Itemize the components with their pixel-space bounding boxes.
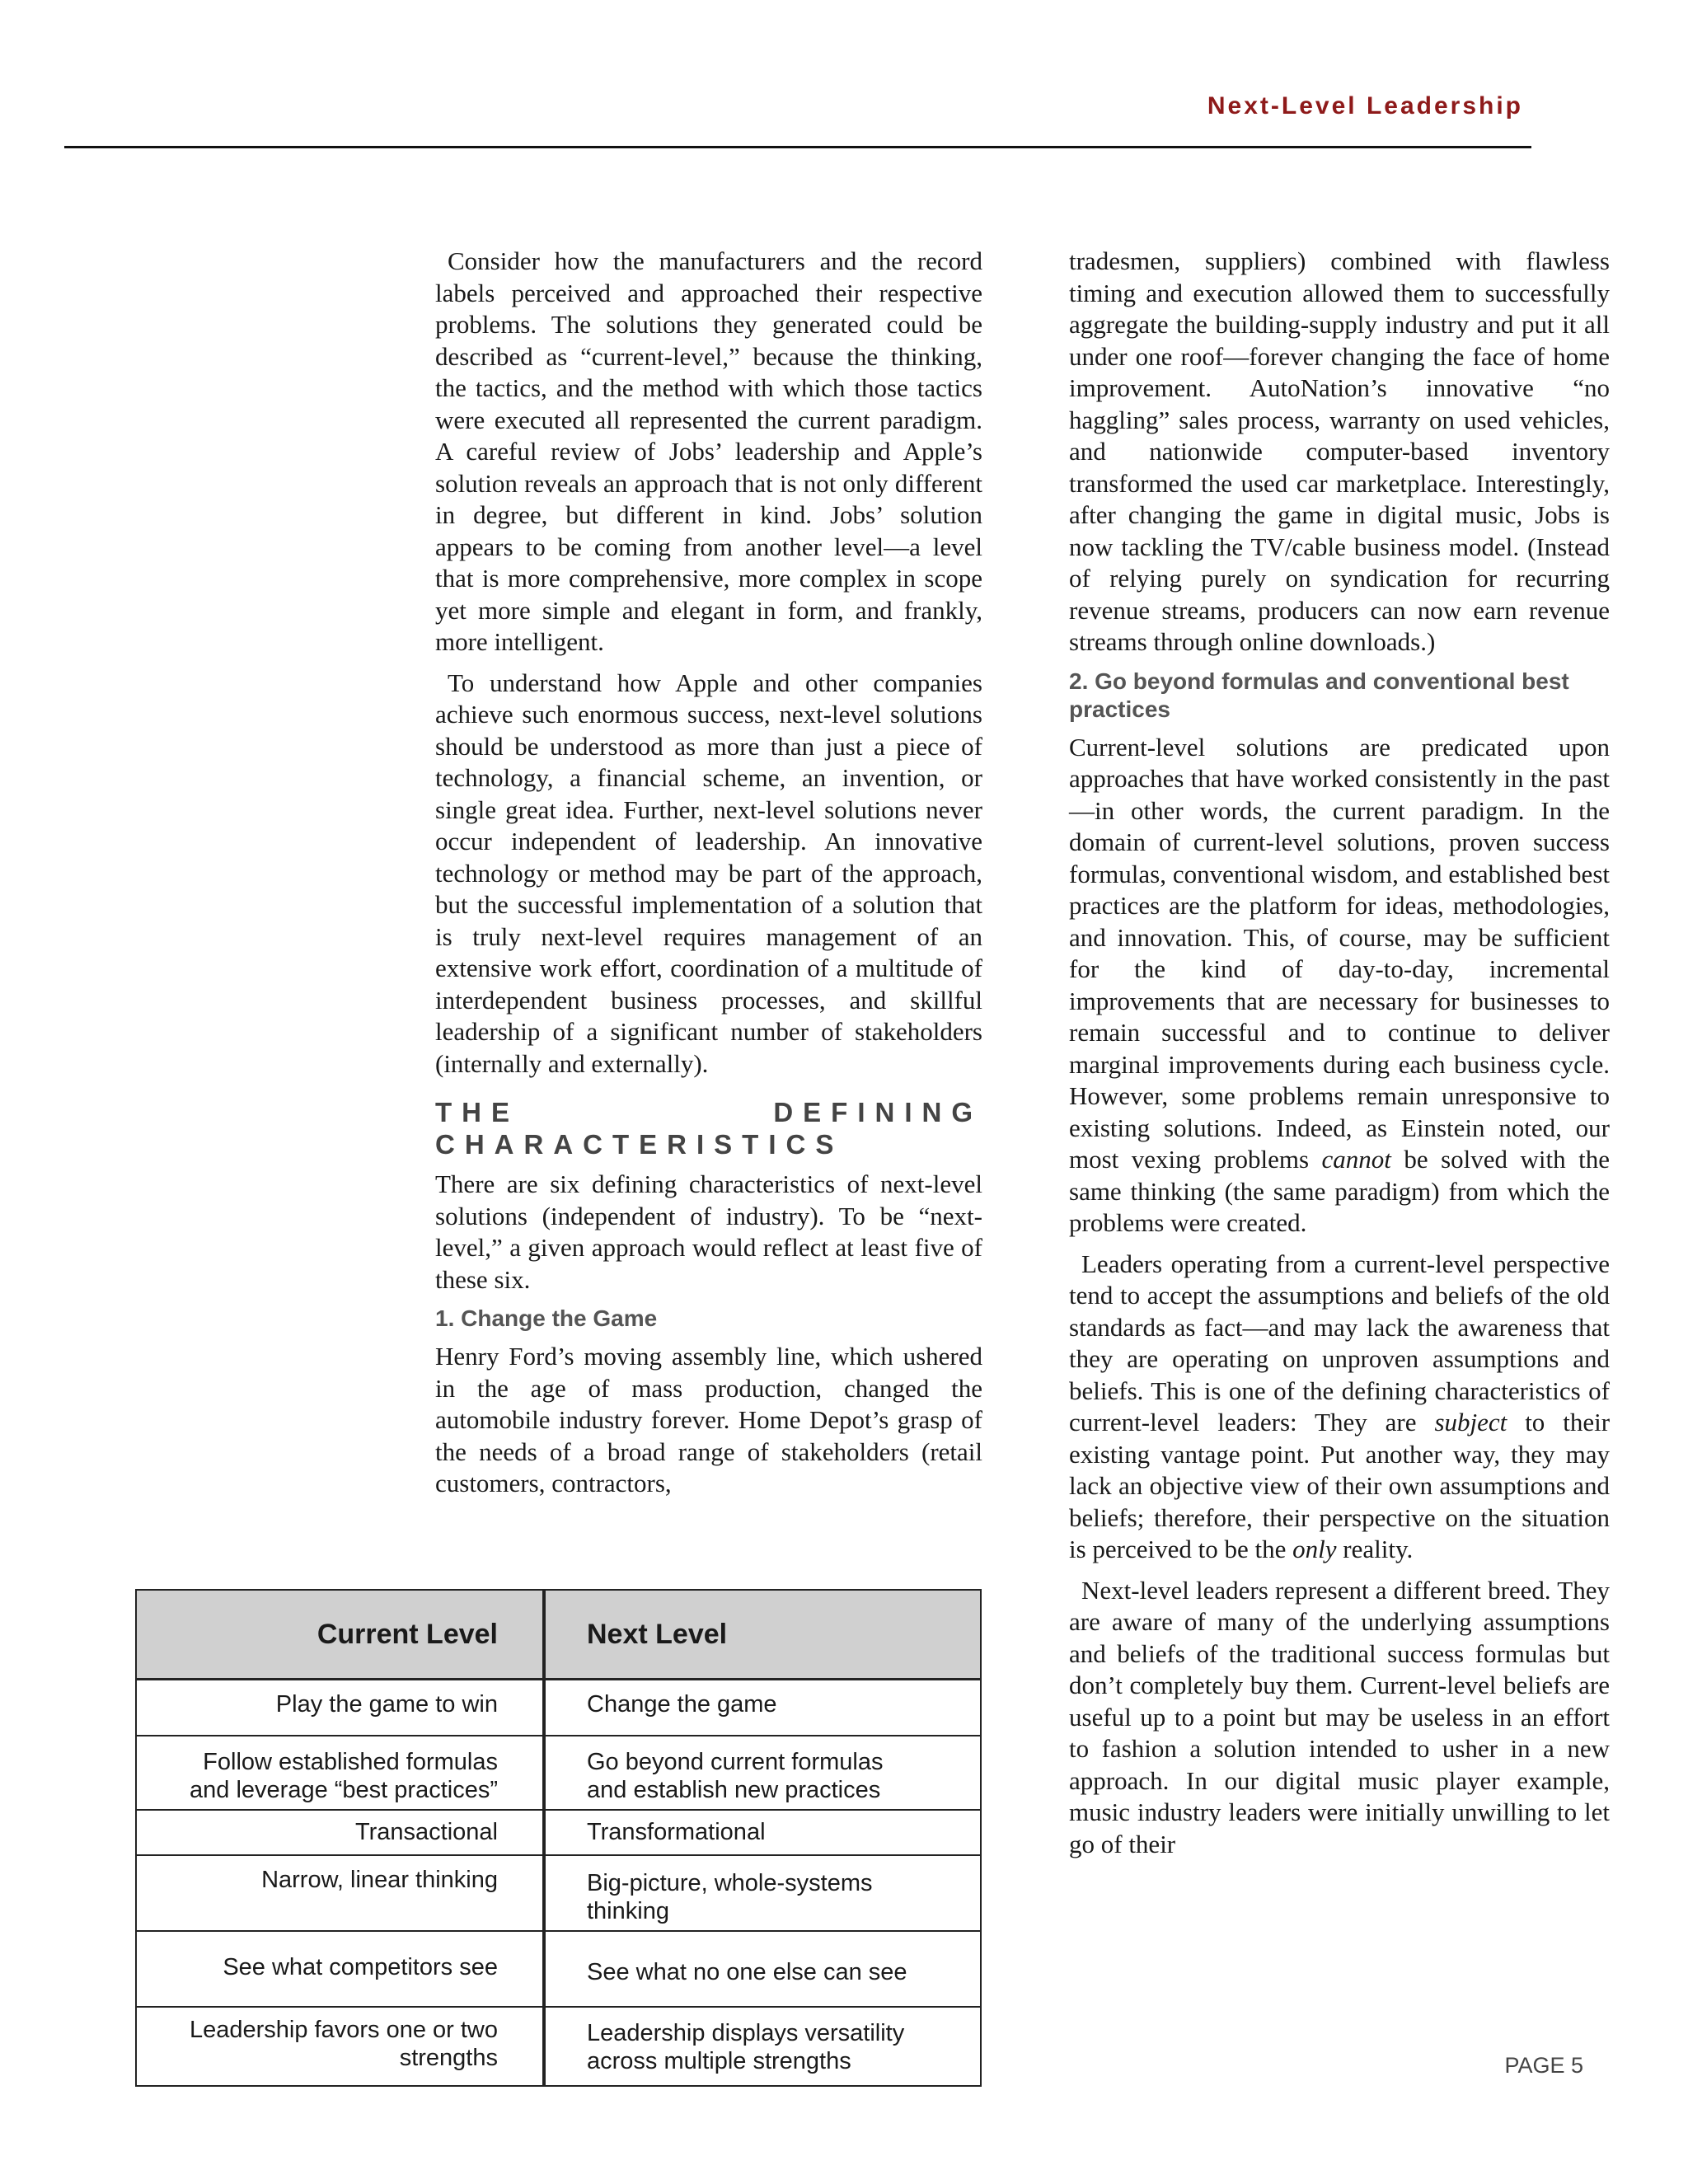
- paragraph: To understand how Apple and other companies achieve such enormous success, next-level solutions should be understood as more than just a piece of technology, a financial scheme, an invention, or single great idea. Further, next-level solutions never occur independent of leadership. An innovative technology or method may be part of the approach, but the successful implementation of a solution that is truly next-level requires management of an extensive work effort, coordination of a multitude of interdependent business processes, and skillful leadership of a significant number of stakeholders (internally and externally).: [435, 668, 982, 1078]
- emphasis: only: [1292, 1535, 1337, 1563]
- text-run: Leaders operating from a current-level perspective tend to accept the assumptions and beliefs of the old standards as fact—and may lack the awareness that they are operating on unproven assumptions and beliefs. This is one of the defining characteristics of current-level leaders: They are: [1069, 1249, 1610, 1436]
- section-title: THE DEFINING CHARACTERISTICS: [435, 1097, 982, 1160]
- page-number: PAGE 5: [1504, 2053, 1583, 2078]
- table-row: [137, 1856, 980, 1932]
- paragraph: Consider how the manufacturers and the record labels perceived and approached their respective problems. The solutions they generated could be described as “current-level,” because the thinking, the tactics, and the method with which those tactics were executed all represented the current paradigm. A careful review of Jobs’ leadership and Apple’s solution reveals an approach that is not only different in degree, but different in kind. Jobs’ solution appears to be coming from another level—a level that is more comprehensive, more complex in scope yet more simple and elegant in form, and frankly, more intelligent.: [435, 246, 982, 656]
- cell-next: Transformational: [587, 1819, 766, 1845]
- comparison-table: [135, 1589, 982, 2087]
- paragraph: There are six defining characteristics of next-level solutions (independent of industry). To be “next-level,” a given approach would reflect at least five of these six.: [435, 1169, 982, 1294]
- paragraph: [1069, 732, 1610, 1240]
- running-title: Next-Level Leadership: [1207, 92, 1523, 120]
- cell-next: Big-picture, whole-systems thinking: [587, 1870, 873, 1924]
- table-row: [137, 1932, 980, 2008]
- table-header: [137, 1591, 980, 1680]
- text-run: reality.: [1343, 1535, 1414, 1563]
- cell-current: Play the game to win: [137, 1680, 546, 1735]
- header-rule: [64, 146, 1531, 148]
- header-next-level: Next Level: [587, 1619, 728, 1650]
- header-current-level: Current Level: [137, 1591, 546, 1678]
- table-row: [137, 1736, 980, 1811]
- emphasis: subject: [1434, 1408, 1507, 1436]
- cell-next: Change the game: [587, 1691, 777, 1718]
- text-run: to their existing vantage point. Put another way, they may lack an objective view of their own assumptions and beliefs; therefore, their perspective on the situation is perceived to be the: [1069, 1408, 1611, 1563]
- table-row: [137, 2008, 980, 2085]
- table-row: [137, 1680, 980, 1736]
- middle-column: [435, 246, 982, 1509]
- cell-next: Leadership displays versatility across multiple strengths: [587, 2020, 905, 2074]
- subheading: 2. Go beyond formulas and conventional best practices: [1069, 668, 1569, 722]
- subheading: 1. Change the Game: [435, 1305, 658, 1331]
- cell-current: See what competitors see: [137, 1932, 546, 2006]
- table-row: [137, 1811, 980, 1856]
- paragraph: [1069, 1249, 1610, 1566]
- cell-current: Narrow, linear thinking: [137, 1856, 546, 1930]
- paragraph: Henry Ford’s moving assembly line, which ushered in the age of mass production, changed the automobile industry forever. Home Depot’s grasp of the needs of a broad range of stakeholders (retail customers, contractors,: [435, 1342, 982, 1497]
- cell-next: Go beyond current formulas and establish new practices: [587, 1749, 884, 1803]
- paragraph: tradesmen, suppliers) combined with flawless timing and execution allowed them to successfully aggregate the building-supply industry and put it all under one roof—forever changing the face of home improvement. AutoNation’s innovative “no haggling” sales process, warranty on used vehicles, and nationwide computer-based inventory transformed the used car marketplace. Interestingly, after changing the game in digital music, Jobs is now tackling the TV/cable business model. (Instead of relying purely on syndication for recurring revenue streams, producers can now earn revenue streams through online downloads.): [1069, 246, 1610, 656]
- paragraph: Next-level leaders represent a different breed. They are aware of many of the underlying assumptions and beliefs of the traditional success formulas but don’t completely buy them. Current-level beliefs are useful up to a point but may be useless in an effort to fashion a solution intended to usher in a new approach. In our digital music player example, music industry leaders were initially unwilling to let go of their: [1069, 1575, 1610, 1858]
- cell-next: See what no one else can see: [587, 1959, 907, 1985]
- cell-current: Transactional: [137, 1811, 546, 1854]
- text-run: be solved with the same thinking (the same paradigm) from which the problems were created.: [1069, 1145, 1610, 1237]
- emphasis: cannot: [1321, 1145, 1391, 1174]
- cell-current: Leadership favors one or two strengths: [137, 2008, 546, 2085]
- cell-current: Follow established formulas and leverage “best practices”: [137, 1736, 546, 1809]
- text-run: Current-level solutions are predicated upon approaches that have worked consistently in the past—in other words, the current paradigm. In the domain of current-level solutions, proven success formulas, conventional wisdom, and established best practices are the platform for ideas, methodologies, and innovation. This, of course, may be sufficient for the kind of day-to-day, incremental improvements that are necessary for businesses to remain successful and to continue to deliver marginal improvements during each business cycle. However, some problems remain unresponsive to existing solutions. Indeed, as Einstein noted, our most vexing problems: [1069, 732, 1610, 1174]
- right-column: [1069, 246, 1610, 1869]
